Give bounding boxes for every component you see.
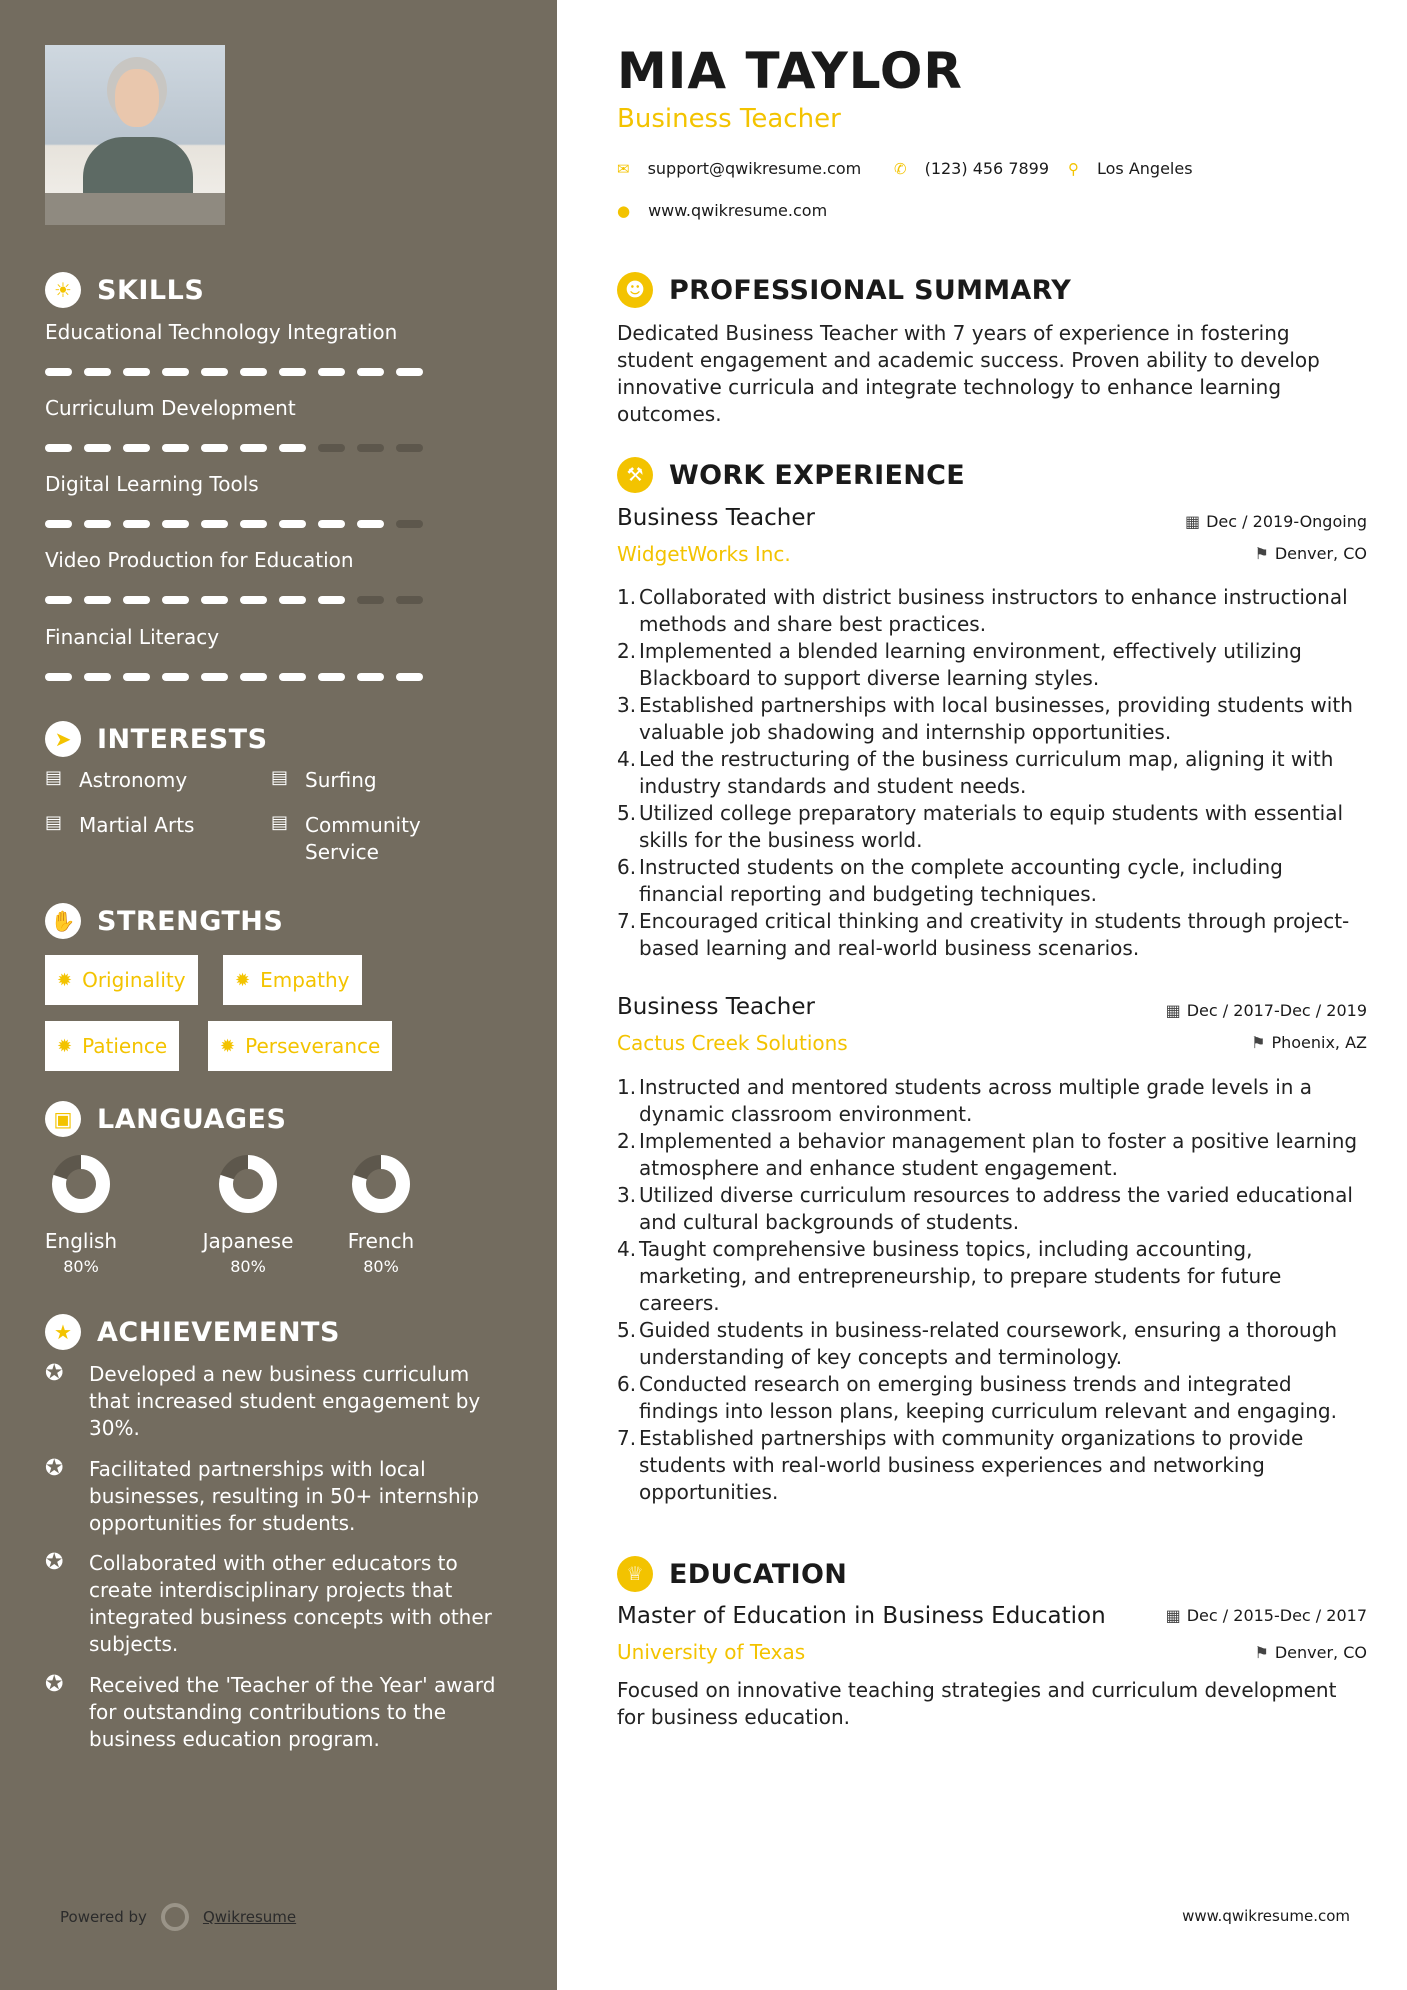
achievement-item: ✪ Collaborated with other educators to create interdisciplinary projects that integrated business concepts with other subjects. bbox=[45, 1550, 492, 1656]
shooting-star-icon: ✪ bbox=[45, 1361, 64, 1386]
summary-text: Dedicated Business Teacher with 7 years of experience in fostering student engagement and academic success. Proven ability to develop innovative curricula and integrate technology to enhance learning outcomes. bbox=[617, 321, 1320, 426]
job-company: Cactus Creek Solutions bbox=[617, 1031, 848, 1055]
skill-dash bbox=[123, 673, 150, 681]
globe-icon: ● bbox=[617, 201, 631, 220]
degree-title: Master of Education in Business Education bbox=[617, 1603, 1106, 1629]
job-bullet: 5. Utilized college preparatory materials to equip students with essential skills for the business world. bbox=[617, 801, 1344, 852]
calendar-icon: ▦ bbox=[1165, 1001, 1181, 1020]
education-school: University of Texas bbox=[617, 1640, 806, 1664]
skill-dash bbox=[279, 444, 306, 452]
education-heading: ♕ EDUCATION bbox=[617, 1556, 847, 1592]
language-donut bbox=[50, 1153, 112, 1215]
qwikresume-link[interactable]: Qwikresume bbox=[202, 1908, 297, 1926]
map-pin-icon: ⚲ bbox=[1068, 159, 1079, 178]
job-bullet: 1. Instructed and mentored students across multiple grade levels in a dynamic classroom environment. bbox=[617, 1075, 1313, 1126]
user-icon: ☻ bbox=[617, 272, 653, 308]
strength-chip: ✹ Patience bbox=[45, 1021, 179, 1071]
skill-bar bbox=[45, 444, 423, 452]
skills-heading: ☀ SKILLS bbox=[45, 272, 204, 308]
skill-label: Digital Learning Tools bbox=[45, 472, 259, 496]
job-title: Business Teacher bbox=[617, 994, 815, 1020]
skill-dash bbox=[240, 444, 267, 452]
skill-dash bbox=[240, 596, 267, 604]
skill-dash bbox=[357, 368, 384, 376]
contact-email[interactable]: ✉ support@qwikresume.com bbox=[617, 159, 862, 178]
job-bullet: 4. Taught comprehensive business topics, including accounting, marketing, and entrepreneurship, to prepare students for future careers. bbox=[617, 1237, 1282, 1315]
job-bullet: 5. Guided students in business-related coursework, ensuring a thorough understanding of key concepts and terminology. bbox=[617, 1318, 1338, 1369]
skill-dash bbox=[123, 520, 150, 528]
skill-dash bbox=[162, 368, 189, 376]
phone-icon: ✆ bbox=[894, 159, 907, 178]
skill-bar bbox=[45, 368, 423, 376]
job-title: Business Teacher bbox=[617, 505, 815, 531]
skill-dash bbox=[318, 520, 345, 528]
skill-dash bbox=[123, 444, 150, 452]
job-bullet: 6. Conducted research on emerging business trends and integrated findings into lesson plans, keeping curriculum relevant and engaging. bbox=[617, 1372, 1337, 1423]
shooting-star-icon: ✪ bbox=[45, 1456, 64, 1481]
job-bullet: 3. Utilized diverse curriculum resources to address the varied educational and cultural backgrounds of students. bbox=[617, 1183, 1353, 1234]
interests-heading: ➤ INTERESTS bbox=[45, 721, 268, 757]
skill-label: Financial Literacy bbox=[45, 625, 220, 649]
paper-plane-icon: ➤ bbox=[45, 721, 81, 757]
calendar-icon: ▦ bbox=[1165, 1606, 1181, 1625]
skill-dash bbox=[84, 368, 111, 376]
book-icon: ▤ bbox=[45, 812, 63, 833]
calendar-icon: ▦ bbox=[1184, 512, 1201, 531]
skill-dash bbox=[396, 520, 423, 528]
hand-icon: ✋ bbox=[45, 903, 81, 939]
strength-chip: ✹ Perseverance bbox=[208, 1021, 392, 1071]
interest-item: ▤ Martial Arts bbox=[45, 812, 195, 837]
pin-icon: ⚑ bbox=[1251, 1033, 1266, 1052]
skill-dash bbox=[201, 368, 228, 376]
badge-icon: ✹ bbox=[57, 969, 73, 991]
envelope-icon: ✉ bbox=[617, 159, 630, 178]
interest-item: ▤ Community Service bbox=[271, 812, 421, 864]
skill-dash bbox=[396, 673, 423, 681]
language-item: English 80% bbox=[21, 1153, 141, 1276]
powered-by: Powered by Qwikresume bbox=[60, 1903, 296, 1931]
job-bullet: 7. Established partnerships with community organizations to provide students with real-world business experiences and networking opportunities. bbox=[617, 1426, 1304, 1504]
skill-dash bbox=[396, 596, 423, 604]
skill-dash bbox=[84, 673, 111, 681]
skill-label: Curriculum Development bbox=[45, 396, 296, 420]
skill-dash bbox=[84, 444, 111, 452]
skill-dash bbox=[45, 673, 72, 681]
skill-dash bbox=[240, 520, 267, 528]
job-dates: ▦ Dec / 2017-Dec / 2019 bbox=[1165, 1001, 1367, 1020]
skill-label: Video Production for Education bbox=[45, 548, 354, 572]
skill-dash bbox=[279, 520, 306, 528]
education-location: ⚑ Denver, CO bbox=[1254, 1643, 1367, 1662]
candidate-title: Business Teacher bbox=[617, 104, 841, 134]
shooting-star-icon: ✪ bbox=[45, 1550, 64, 1575]
job-bullet: 4. Led the restructuring of the business curriculum map, aligning it with industry standards and student needs. bbox=[617, 747, 1334, 798]
contact-phone: ✆ (123) 456 7899 bbox=[894, 159, 1050, 178]
skill-dash bbox=[357, 596, 384, 604]
skill-dash bbox=[45, 444, 72, 452]
skill-dash bbox=[201, 673, 228, 681]
briefcase-icon: ⚒ bbox=[617, 457, 653, 493]
skill-dash bbox=[162, 596, 189, 604]
language-donut bbox=[350, 1153, 412, 1215]
achievement-item: ✪ Received the 'Teacher of the Year' award for outstanding contributions to the business education program. bbox=[45, 1672, 496, 1751]
skill-dash bbox=[279, 368, 306, 376]
lightbulb-icon: ☀ bbox=[45, 272, 81, 308]
skill-dash bbox=[240, 368, 267, 376]
skill-dash bbox=[201, 444, 228, 452]
skill-dash bbox=[318, 368, 345, 376]
skill-dash bbox=[357, 444, 384, 452]
badge-icon: ✹ bbox=[220, 1035, 236, 1057]
book-icon: ▤ bbox=[45, 767, 63, 788]
skill-dash bbox=[45, 368, 72, 376]
skill-dash bbox=[396, 444, 423, 452]
language-item: Japanese 80% bbox=[188, 1153, 308, 1276]
achievement-item: ✪ Facilitated partnerships with local businesses, resulting in 50+ internship opportunities for students. bbox=[45, 1456, 479, 1535]
interest-item: ▤ Astronomy bbox=[45, 767, 188, 792]
summary-heading: ☻ PROFESSIONAL SUMMARY bbox=[617, 272, 1071, 308]
strength-chip: ✹ Originality bbox=[45, 955, 198, 1005]
skill-dash bbox=[162, 673, 189, 681]
skill-dash bbox=[279, 673, 306, 681]
skill-dash bbox=[84, 596, 111, 604]
skill-dash bbox=[201, 520, 228, 528]
skill-dash bbox=[201, 596, 228, 604]
candidate-name: MIA TAYLOR bbox=[617, 42, 963, 100]
book-icon: ▤ bbox=[271, 812, 289, 833]
skill-dash bbox=[162, 520, 189, 528]
skill-dash bbox=[162, 444, 189, 452]
skill-dash bbox=[45, 596, 72, 604]
strengths-heading: ✋ STRENGTHS bbox=[45, 903, 283, 939]
badge-icon: ✹ bbox=[57, 1035, 73, 1057]
strength-chip: ✹ Empathy bbox=[223, 955, 362, 1005]
skill-bar bbox=[45, 596, 423, 604]
contact-website[interactable]: ● www.qwikresume.com bbox=[617, 201, 828, 220]
interest-item: ▤ Surfing bbox=[271, 767, 377, 792]
graduation-cap-icon: ♕ bbox=[617, 1556, 653, 1592]
language-item: French 80% bbox=[321, 1153, 441, 1276]
skill-dash bbox=[396, 368, 423, 376]
star-icon: ★ bbox=[45, 1314, 81, 1350]
education-dates: ▦ Dec / 2015-Dec / 2017 bbox=[1165, 1606, 1367, 1625]
job-company: WidgetWorks Inc. bbox=[617, 542, 791, 566]
skill-bar bbox=[45, 520, 423, 528]
skill-dash bbox=[357, 520, 384, 528]
education-text: Focused on innovative teaching strategies and curriculum development for business education. bbox=[617, 1678, 1337, 1729]
job-bullet: 7. Encouraged critical thinking and creativity in students through project-based learning and real-world business scenarios. bbox=[617, 909, 1350, 960]
skill-dash bbox=[84, 520, 111, 528]
footer-website[interactable]: www.qwikresume.com bbox=[1182, 1907, 1350, 1925]
achievements-heading: ★ ACHIEVEMENTS bbox=[45, 1314, 340, 1350]
job-bullets bbox=[617, 1074, 1367, 1506]
skill-dash bbox=[240, 673, 267, 681]
job-bullet: 2. Implemented a behavior management plan to foster a positive learning atmosphere and enhance student engagement. bbox=[617, 1129, 1358, 1180]
job-bullet: 3. Established partnerships with local businesses, providing students with valuable job shadowing and internship opportunities. bbox=[617, 693, 1353, 744]
skill-label: Educational Technology Integration bbox=[45, 320, 398, 344]
pin-icon: ⚑ bbox=[1254, 544, 1269, 563]
languages-heading: ▣ LANGUAGES bbox=[45, 1101, 286, 1137]
experience-heading: ⚒ WORK EXPERIENCE bbox=[617, 457, 965, 493]
skill-dash bbox=[318, 673, 345, 681]
qwikresume-logo-icon bbox=[161, 1903, 189, 1931]
badge-icon: ✹ bbox=[235, 969, 251, 991]
skill-dash bbox=[357, 673, 384, 681]
language-donut bbox=[217, 1153, 279, 1215]
job-location: ⚑ Denver, CO bbox=[1254, 544, 1367, 563]
job-location: ⚑ Phoenix, AZ bbox=[1251, 1033, 1367, 1052]
skill-dash bbox=[318, 444, 345, 452]
shooting-star-icon: ✪ bbox=[45, 1672, 64, 1697]
job-bullet: 2. Implemented a blended learning environment, effectively utilizing Blackboard to support diverse learning styles. bbox=[617, 639, 1302, 690]
job-dates: ▦ Dec / 2019-Ongoing bbox=[1184, 512, 1367, 531]
pin-icon: ⚑ bbox=[1254, 1643, 1269, 1662]
job-bullet: 1. Collaborated with district business instructors to enhance instructional methods and share best practices. bbox=[617, 585, 1348, 636]
profile-photo bbox=[45, 45, 225, 225]
skill-dash bbox=[279, 596, 306, 604]
skill-bar bbox=[45, 673, 423, 681]
skill-dash bbox=[318, 596, 345, 604]
job-bullets bbox=[617, 584, 1367, 962]
skill-dash bbox=[123, 596, 150, 604]
sidebar bbox=[0, 0, 557, 1990]
job-bullet: 6. Instructed students on the complete accounting cycle, including financial reporting and budgeting techniques. bbox=[617, 855, 1283, 906]
language-icon: ▣ bbox=[45, 1101, 81, 1137]
contact-location: ⚲ Los Angeles bbox=[1068, 159, 1193, 178]
achievement-item: ✪ Developed a new business curriculum that increased student engagement by 30%. bbox=[45, 1361, 481, 1440]
skill-dash bbox=[45, 520, 72, 528]
book-icon: ▤ bbox=[271, 767, 289, 788]
skill-dash bbox=[123, 368, 150, 376]
